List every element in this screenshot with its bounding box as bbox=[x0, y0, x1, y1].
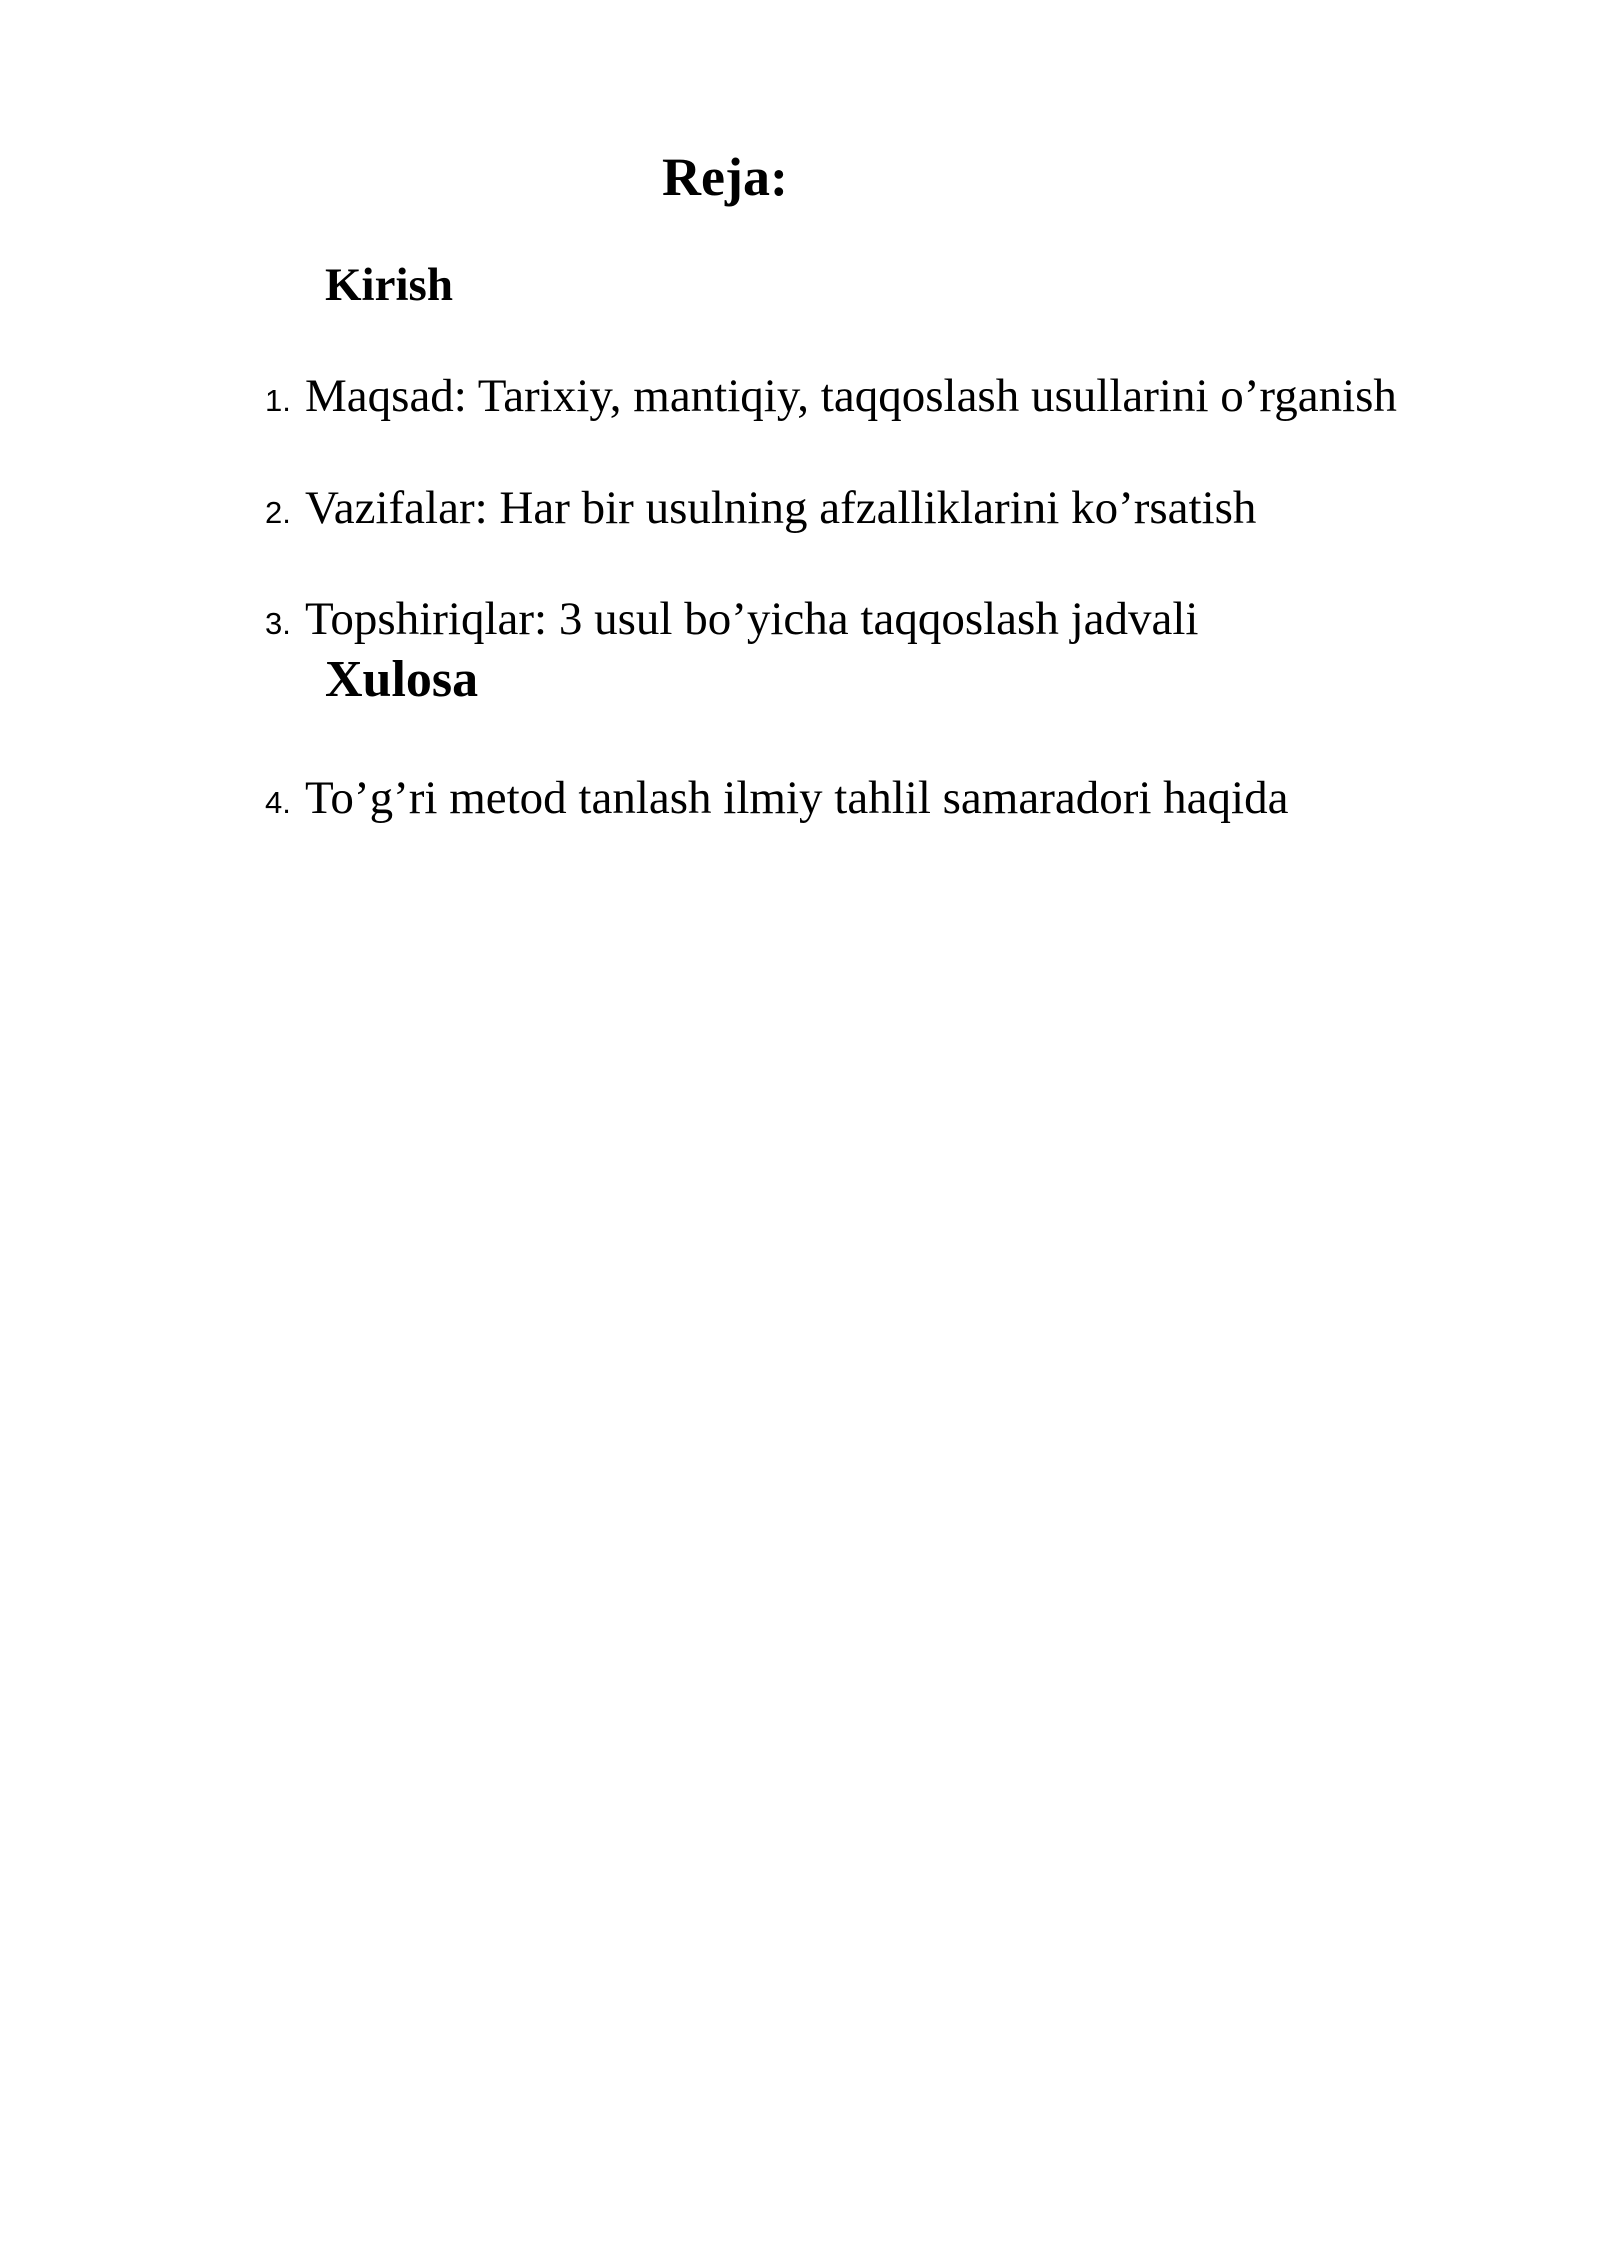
list-item bbox=[265, 772, 1289, 824]
intro-heading: Kirish bbox=[325, 259, 453, 311]
list-item bbox=[265, 482, 1257, 534]
list-item-number: 3. bbox=[265, 606, 291, 641]
list-item-number: 1. bbox=[265, 383, 291, 418]
list-item-text: Vazifalar: Har bir usulning afzalliklarini ko’rsatish bbox=[305, 482, 1257, 534]
conclusion-heading: Xulosa bbox=[325, 651, 479, 708]
list-item bbox=[265, 593, 1199, 645]
list-item-text: Topshiriqlar: 3 usul bo’yicha taqqoslash jadvali bbox=[305, 593, 1199, 645]
list-item bbox=[265, 370, 1397, 422]
list-item-text: Maqsad: Tarixiy, mantiqiy, taqqoslash usullarini o’rganish bbox=[305, 370, 1397, 422]
list-item-number: 4. bbox=[265, 785, 291, 820]
list-item-number: 2. bbox=[265, 495, 291, 530]
page-title: Reja: bbox=[662, 147, 788, 207]
list-item-text: To’g’ri metod tanlash ilmiy tahlil samaradori haqida bbox=[305, 772, 1289, 824]
